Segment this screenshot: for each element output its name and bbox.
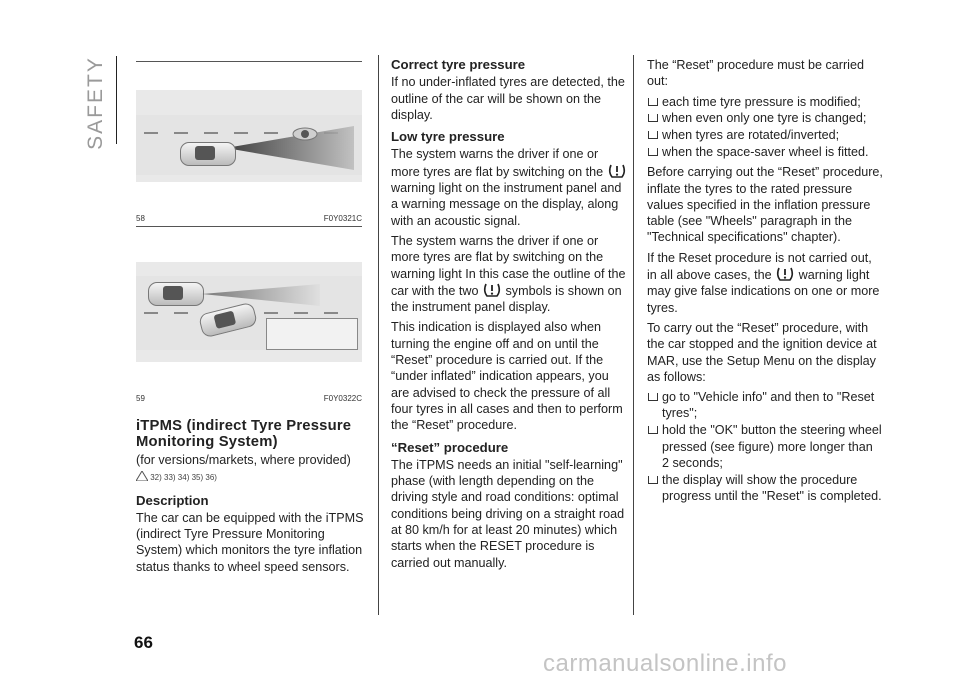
figure-59-caption: [136, 394, 362, 403]
sensor-beam: [226, 124, 356, 172]
tyre-pressure-warning-icon: [607, 163, 627, 180]
carry-out-reset-text: To carry out the “Reset” procedure, with the car stopped and the ignition device at MAR, use the Setup Menu on the display as follows:: [647, 320, 877, 384]
figure-number: 58: [136, 214, 145, 223]
tyre-pressure-warning-icon: [482, 282, 502, 299]
column-2: [391, 57, 627, 575]
car: [180, 142, 236, 166]
warning-reference-icon: [136, 471, 148, 481]
low-pressure-paragraph-2: The system warns the driver if one or more tyres are flat by switching on the warning light In this case the outline of the car with the two symbols is shown on the instrument panel display.: [391, 233, 626, 315]
section-title: iTPMS (indirect Tyre Pressure Monitoring System): [136, 418, 352, 450]
reset-procedure-text: The iTPMS needs an initial "self-learning" phase (with length depending on the driving style and road conditions: optimal conditions being driving on a straight road at 80 km/h for at least 20 minutes) which starts when the RESET procedure is carried out manually.: [391, 457, 625, 570]
truck: [266, 318, 358, 350]
column-3: [647, 57, 883, 505]
figure-code: F0Y0322C: [323, 394, 362, 403]
list-item: the display will show the procedure progress until the "Reset" is completed.: [647, 472, 883, 505]
column-1: [136, 414, 364, 579]
car: [148, 282, 204, 306]
low-pressure-paragraph-1: The system warns the driver if one or more tyres are flat by switching on the warning light on the instrument panel and a warning message on the display, along with an acoustic signal.: [391, 146, 627, 228]
correct-pressure-text: If no under-inflated tyres are detected, the outline of the car will be shown on the display.: [391, 75, 625, 122]
list-item: when even only one tyre is changed;: [647, 110, 883, 126]
column-divider: [633, 55, 634, 615]
low-pressure-heading: Low tyre pressure: [391, 129, 505, 145]
figure-59-top-rule: [136, 226, 362, 227]
figure-58-top-rule: [136, 61, 362, 62]
list-item: go to "Vehicle info" and then to "Reset tyres";: [647, 389, 883, 422]
figure-code: F0Y0321C: [323, 214, 362, 223]
before-reset-text: Before carrying out the “Reset” procedure, inflate the tyres to the rated pressure values specified in the inflation pressure table (see "Wheels" paragraph in the "Technical specifications" chapter).: [647, 165, 883, 245]
tyre-pressure-warning-icon: [775, 266, 795, 283]
section-label: SAFETY: [84, 56, 107, 150]
reset-intro: The “Reset” procedure must be carried out:: [647, 58, 864, 89]
list-item: when tyres are rotated/inverted;: [647, 127, 883, 143]
section-subtitle: (for versions/markets, where provided): [136, 453, 351, 467]
page-number: 66: [134, 633, 153, 652]
motorcycle: [292, 123, 318, 145]
reset-procedure-heading: “Reset” procedure: [391, 439, 509, 455]
list-item: when the space-saver wheel is fitted.: [647, 144, 883, 160]
section-rule: [116, 56, 117, 144]
figure-58-illustration: [136, 90, 362, 182]
description-text: The car can be equipped with the iTPMS (indirect Tyre Pressure Monitoring System) which monitors the tyre inflation status thanks to wheel speed sensors.: [136, 510, 364, 574]
figure-number: 59: [136, 394, 145, 403]
reset-not-carried-text: If the Reset procedure is not carried out, in all above cases, the warning light may give false indications on one or more tyres.: [647, 250, 880, 315]
sensor-beam: [202, 280, 322, 310]
list-item: hold the "OK" button the steering wheel pressed (see figure) more longer than 2 seconds;: [647, 422, 883, 471]
low-pressure-paragraph-3: This indication is displayed also when turning the engine off and on until the “Reset” procedure is carried out. If the “under inflated” indication appears, you are advised to check the pressure of all four tyres in all cases and then to perform the “Reset” procedure.: [391, 320, 623, 433]
correct-pressure-heading: Correct tyre pressure: [391, 57, 526, 72]
figure-58-caption: [136, 214, 362, 223]
watermark: carmanualsonline.info: [543, 650, 787, 677]
column-divider: [378, 55, 379, 615]
description-heading: Description: [136, 492, 209, 508]
figure-59-illustration: [136, 262, 362, 362]
list-item: each time tyre pressure is modified;: [647, 94, 883, 110]
warning-references: 32) 33) 34) 35) 36): [136, 470, 364, 486]
